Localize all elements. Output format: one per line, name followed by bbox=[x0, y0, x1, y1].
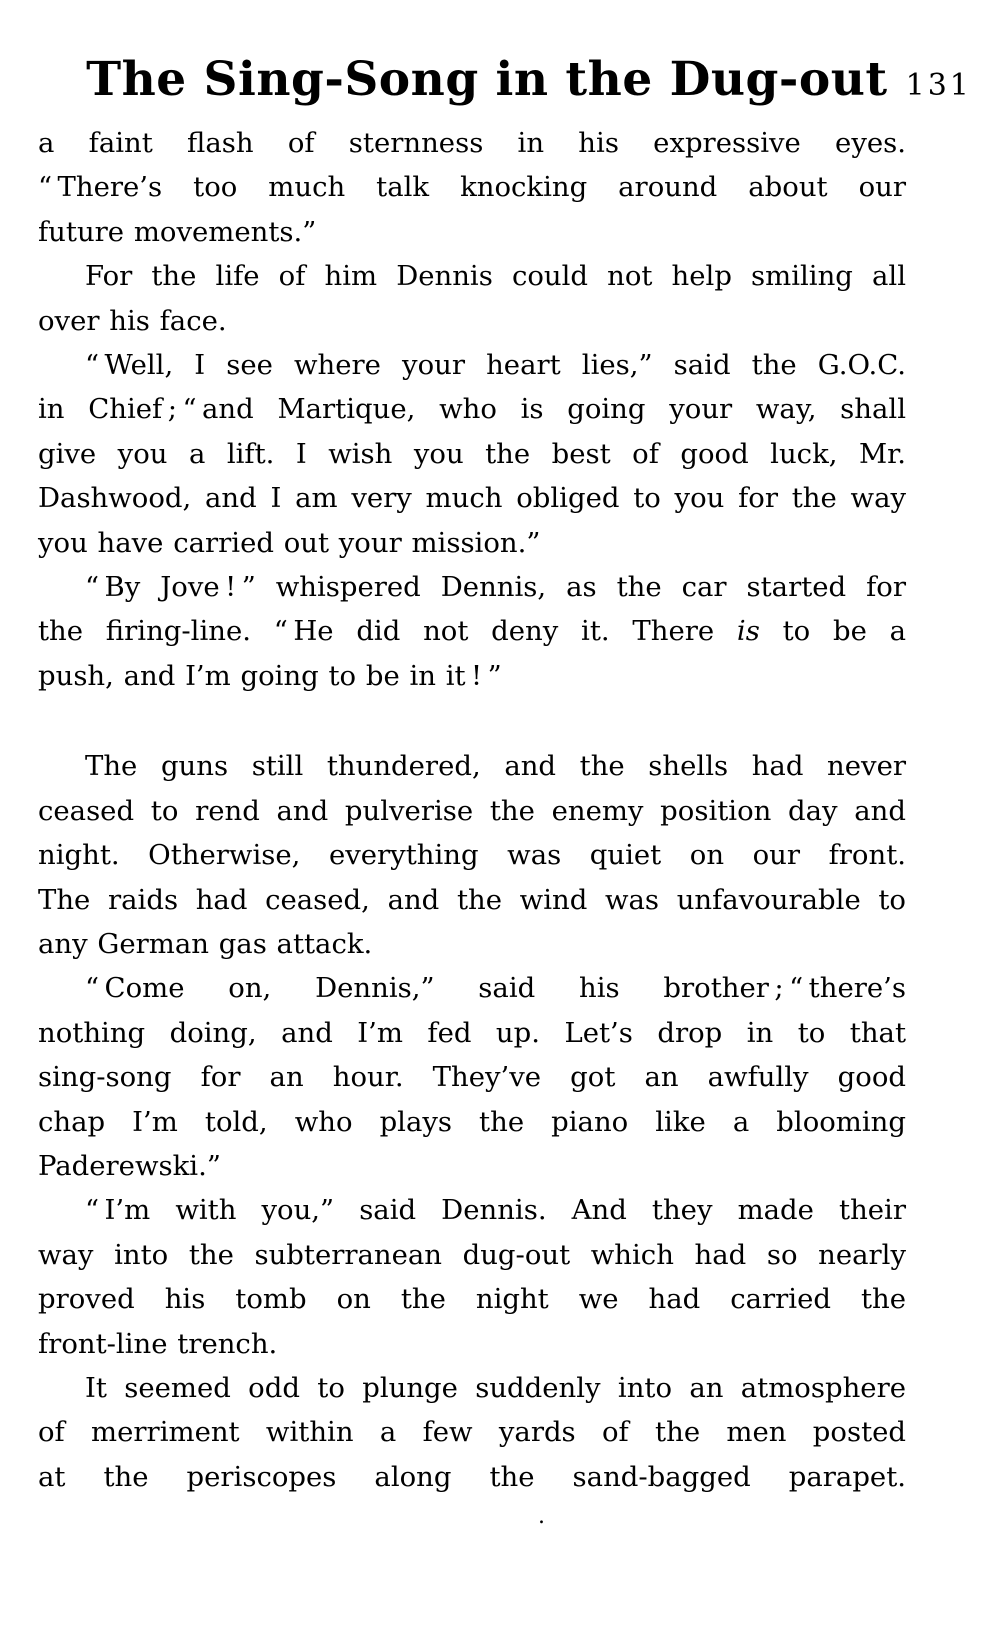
text-line: push, and I’m going to be in it ! ” bbox=[38, 659, 502, 692]
paragraph bbox=[38, 744, 906, 966]
text-segment: to be a bbox=[759, 615, 907, 648]
text-line: of merriment within a few yards of the men posted bbox=[38, 1416, 906, 1449]
text-line: “ By Jove ! ” whispered Dennis, as the car started for bbox=[85, 571, 906, 604]
text-line: in Chief ; “ and Martique, who is going your way, shall bbox=[38, 393, 906, 426]
text-line: ceased to rend and pulverise the enemy position day and bbox=[38, 794, 906, 827]
paragraph bbox=[38, 1366, 906, 1499]
text-line: way into the subterranean dug-out which had so nearly bbox=[38, 1238, 906, 1271]
text-line: Paderewski.” bbox=[38, 1149, 221, 1182]
text-line: at the periscopes along the sand-bagged parapet. bbox=[38, 1460, 906, 1493]
paragraph bbox=[38, 565, 906, 698]
text-line: night. Otherwise, everything was quiet on our front. bbox=[38, 839, 906, 872]
text-line: “ There’s too much talk knocking around about our bbox=[38, 171, 906, 204]
paragraph bbox=[38, 966, 906, 1188]
paragraph bbox=[38, 254, 906, 343]
text-segment: the firing-line. “ He did not deny it. There bbox=[38, 615, 737, 648]
text-line: sing-song for an hour. They’ve got an awfully good bbox=[38, 1061, 906, 1094]
text-line: “ I’m with you,” said Dennis. And they made their bbox=[85, 1194, 906, 1227]
paragraph bbox=[38, 1188, 906, 1366]
paragraph bbox=[38, 343, 906, 565]
text-line: a faint flash of sternness in his expressive eyes. bbox=[38, 127, 906, 159]
text-line: you have carried out your mission.” bbox=[38, 526, 541, 559]
chapter-title: The Sing-Song in the Dug-out bbox=[86, 52, 888, 107]
text-line: chap I’m told, who plays the piano like a blooming bbox=[38, 1105, 906, 1138]
text-line: Dashwood, and I am very much obliged to you for the way bbox=[38, 482, 906, 515]
text-line bbox=[38, 609, 906, 653]
text-line: It seemed odd to plunge suddenly into an atmosphere bbox=[85, 1371, 906, 1404]
text-line: The raids had ceased, and the wind was unfavourable to bbox=[38, 883, 906, 916]
text-line: “ Come on, Dennis,” said his brother ; “ there’s bbox=[85, 972, 906, 1005]
text-line: “ Well, I see where your heart lies,” said the G.O.C. bbox=[85, 349, 906, 382]
stray-ink-dot: . bbox=[538, 1504, 545, 1529]
running-head bbox=[58, 52, 1000, 107]
page-body bbox=[38, 121, 906, 1499]
text-line: over his face. bbox=[38, 304, 227, 337]
paragraph bbox=[38, 121, 906, 254]
text-line: give you a lift. I wish you the best of good luck, Mr. bbox=[38, 437, 906, 470]
text-line: front-line trench. bbox=[38, 1327, 278, 1360]
text-line: future movements.” bbox=[38, 215, 317, 248]
text-line: For the life of him Dennis could not help smiling all bbox=[85, 260, 906, 293]
text-line: proved his tomb on the night we had carried the bbox=[38, 1283, 906, 1316]
text-line: The guns still thundered, and the shells had never bbox=[85, 750, 906, 783]
text-line: any German gas attack. bbox=[38, 927, 373, 960]
text-line: nothing doing, and I’m fed up. Let’s drop in to that bbox=[38, 1016, 906, 1049]
emphasized-word: is bbox=[736, 615, 760, 648]
page-number: 131 bbox=[905, 68, 972, 103]
